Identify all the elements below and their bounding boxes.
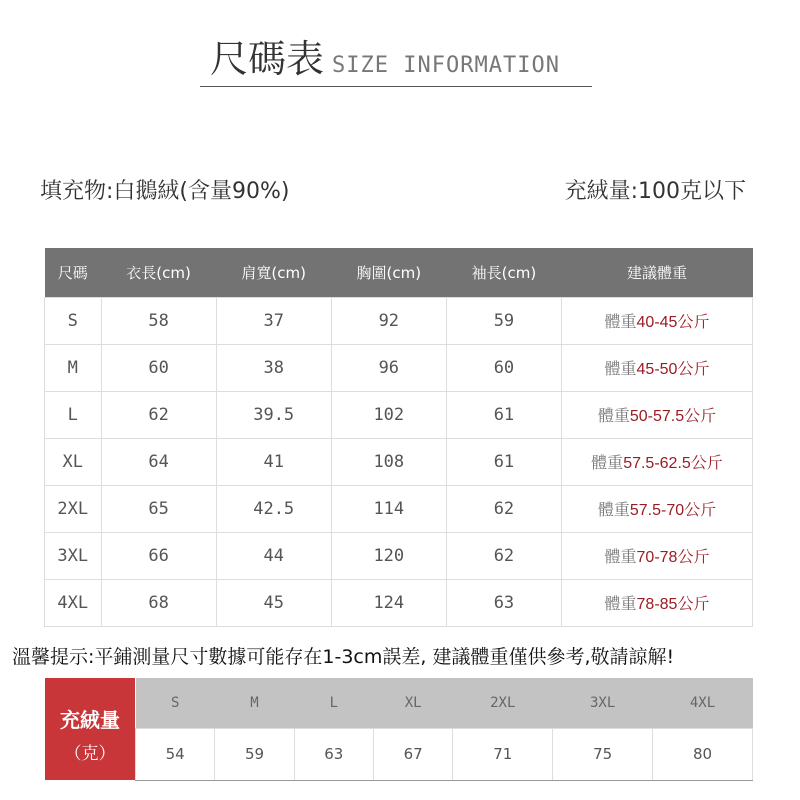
fill-size-header: L	[294, 678, 373, 728]
cell-shoulder: 45	[216, 579, 331, 626]
fill-table	[135, 678, 753, 781]
weight-label: 體重	[604, 361, 637, 378]
column-header: 衣長(cm)	[101, 248, 216, 297]
page-title	[210, 28, 560, 83]
cell-sleeve: 59	[446, 297, 561, 344]
cell-weight	[562, 438, 753, 485]
cell-length: 62	[101, 391, 216, 438]
table-row	[45, 438, 753, 485]
column-header: 胸圍(cm)	[331, 248, 446, 297]
fill-size-header: S	[136, 678, 215, 728]
weight-range: 57.5-62.5公斤	[623, 455, 723, 472]
cell-size: 3XL	[45, 532, 102, 579]
cell-sleeve: 62	[446, 532, 561, 579]
cell-chest: 92	[331, 297, 446, 344]
fill-label: 充絨量	[60, 708, 120, 732]
cell-chest: 114	[331, 485, 446, 532]
fill-size-header: M	[215, 678, 294, 728]
weight-range: 45-50公斤	[636, 361, 710, 378]
cell-size: L	[45, 391, 102, 438]
title-english: SIZE INFORMATION	[332, 53, 560, 78]
cell-weight	[562, 579, 753, 626]
cell-chest: 124	[331, 579, 446, 626]
cell-shoulder: 38	[216, 344, 331, 391]
cell-shoulder: 42.5	[216, 485, 331, 532]
cell-size: XL	[45, 438, 102, 485]
title-divider	[200, 86, 592, 87]
measurement-note: 溫馨提示:平鋪測量尺寸數據可能存在1-3cm誤差, 建議體重僅供參考,敬請諒解!	[12, 646, 675, 668]
cell-weight	[562, 532, 753, 579]
weight-range: 40-45公斤	[636, 314, 710, 331]
cell-length: 68	[101, 579, 216, 626]
title-chinese: 尺碼表	[210, 37, 325, 81]
cell-chest: 102	[331, 391, 446, 438]
table-row	[45, 532, 753, 579]
weight-label: 體重	[604, 596, 637, 613]
cell-size: 4XL	[45, 579, 102, 626]
weight-label: 體重	[604, 549, 637, 566]
fill-table-header	[136, 678, 753, 728]
weight-range: 57.5-70公斤	[629, 502, 717, 519]
cell-weight	[562, 485, 753, 532]
fill-table-row	[136, 728, 753, 780]
cell-size: M	[45, 344, 102, 391]
table-row	[45, 297, 753, 344]
fill-value: 54	[136, 728, 215, 780]
fill-value: 63	[294, 728, 373, 780]
cell-length: 65	[101, 485, 216, 532]
weight-label: 體重	[604, 314, 637, 331]
fill-size-header: XL	[373, 678, 452, 728]
cell-length: 66	[101, 532, 216, 579]
cell-weight	[562, 297, 753, 344]
cell-shoulder: 39.5	[216, 391, 331, 438]
fill-amount: 充絨量:100克以下	[564, 179, 746, 204]
fill-size-header: 4XL	[653, 678, 753, 728]
cell-length: 58	[101, 297, 216, 344]
column-header: 袖長(cm)	[446, 248, 561, 297]
fill-unit: （克）	[64, 744, 116, 764]
fill-value: 59	[215, 728, 294, 780]
cell-chest: 96	[331, 344, 446, 391]
fill-size-header: 2XL	[453, 678, 553, 728]
cell-weight	[562, 344, 753, 391]
size-table	[44, 248, 753, 627]
fill-value: 75	[553, 728, 653, 780]
fill-material: 填充物:白鵝絨(含量90%)	[40, 179, 290, 204]
cell-length: 60	[101, 344, 216, 391]
cell-weight	[562, 391, 753, 438]
size-table-header	[45, 248, 753, 297]
cell-chest: 120	[331, 532, 446, 579]
table-row	[45, 344, 753, 391]
column-header: 尺碼	[45, 248, 102, 297]
cell-sleeve: 60	[446, 344, 561, 391]
fill-value: 80	[653, 728, 753, 780]
cell-size: S	[45, 297, 102, 344]
cell-shoulder: 37	[216, 297, 331, 344]
column-header: 建議體重	[562, 248, 753, 297]
weight-range: 70-78公斤	[636, 549, 710, 566]
cell-chest: 108	[331, 438, 446, 485]
cell-shoulder: 41	[216, 438, 331, 485]
column-header: 肩寬(cm)	[216, 248, 331, 297]
table-row	[45, 579, 753, 626]
fill-size-header: 3XL	[553, 678, 653, 728]
weight-label: 體重	[597, 408, 630, 425]
cell-sleeve: 63	[446, 579, 561, 626]
cell-sleeve: 61	[446, 438, 561, 485]
weight-label: 體重	[597, 502, 630, 519]
weight-label: 體重	[591, 455, 624, 472]
table-row	[45, 485, 753, 532]
fill-value: 67	[373, 728, 452, 780]
weight-range: 78-85公斤	[636, 596, 710, 613]
weight-range: 50-57.5公斤	[629, 408, 717, 425]
fill-value: 71	[453, 728, 553, 780]
cell-sleeve: 61	[446, 391, 561, 438]
cell-sleeve: 62	[446, 485, 561, 532]
table-row	[45, 391, 753, 438]
cell-shoulder: 44	[216, 532, 331, 579]
fill-label-block	[45, 678, 135, 780]
cell-size: 2XL	[45, 485, 102, 532]
cell-length: 64	[101, 438, 216, 485]
